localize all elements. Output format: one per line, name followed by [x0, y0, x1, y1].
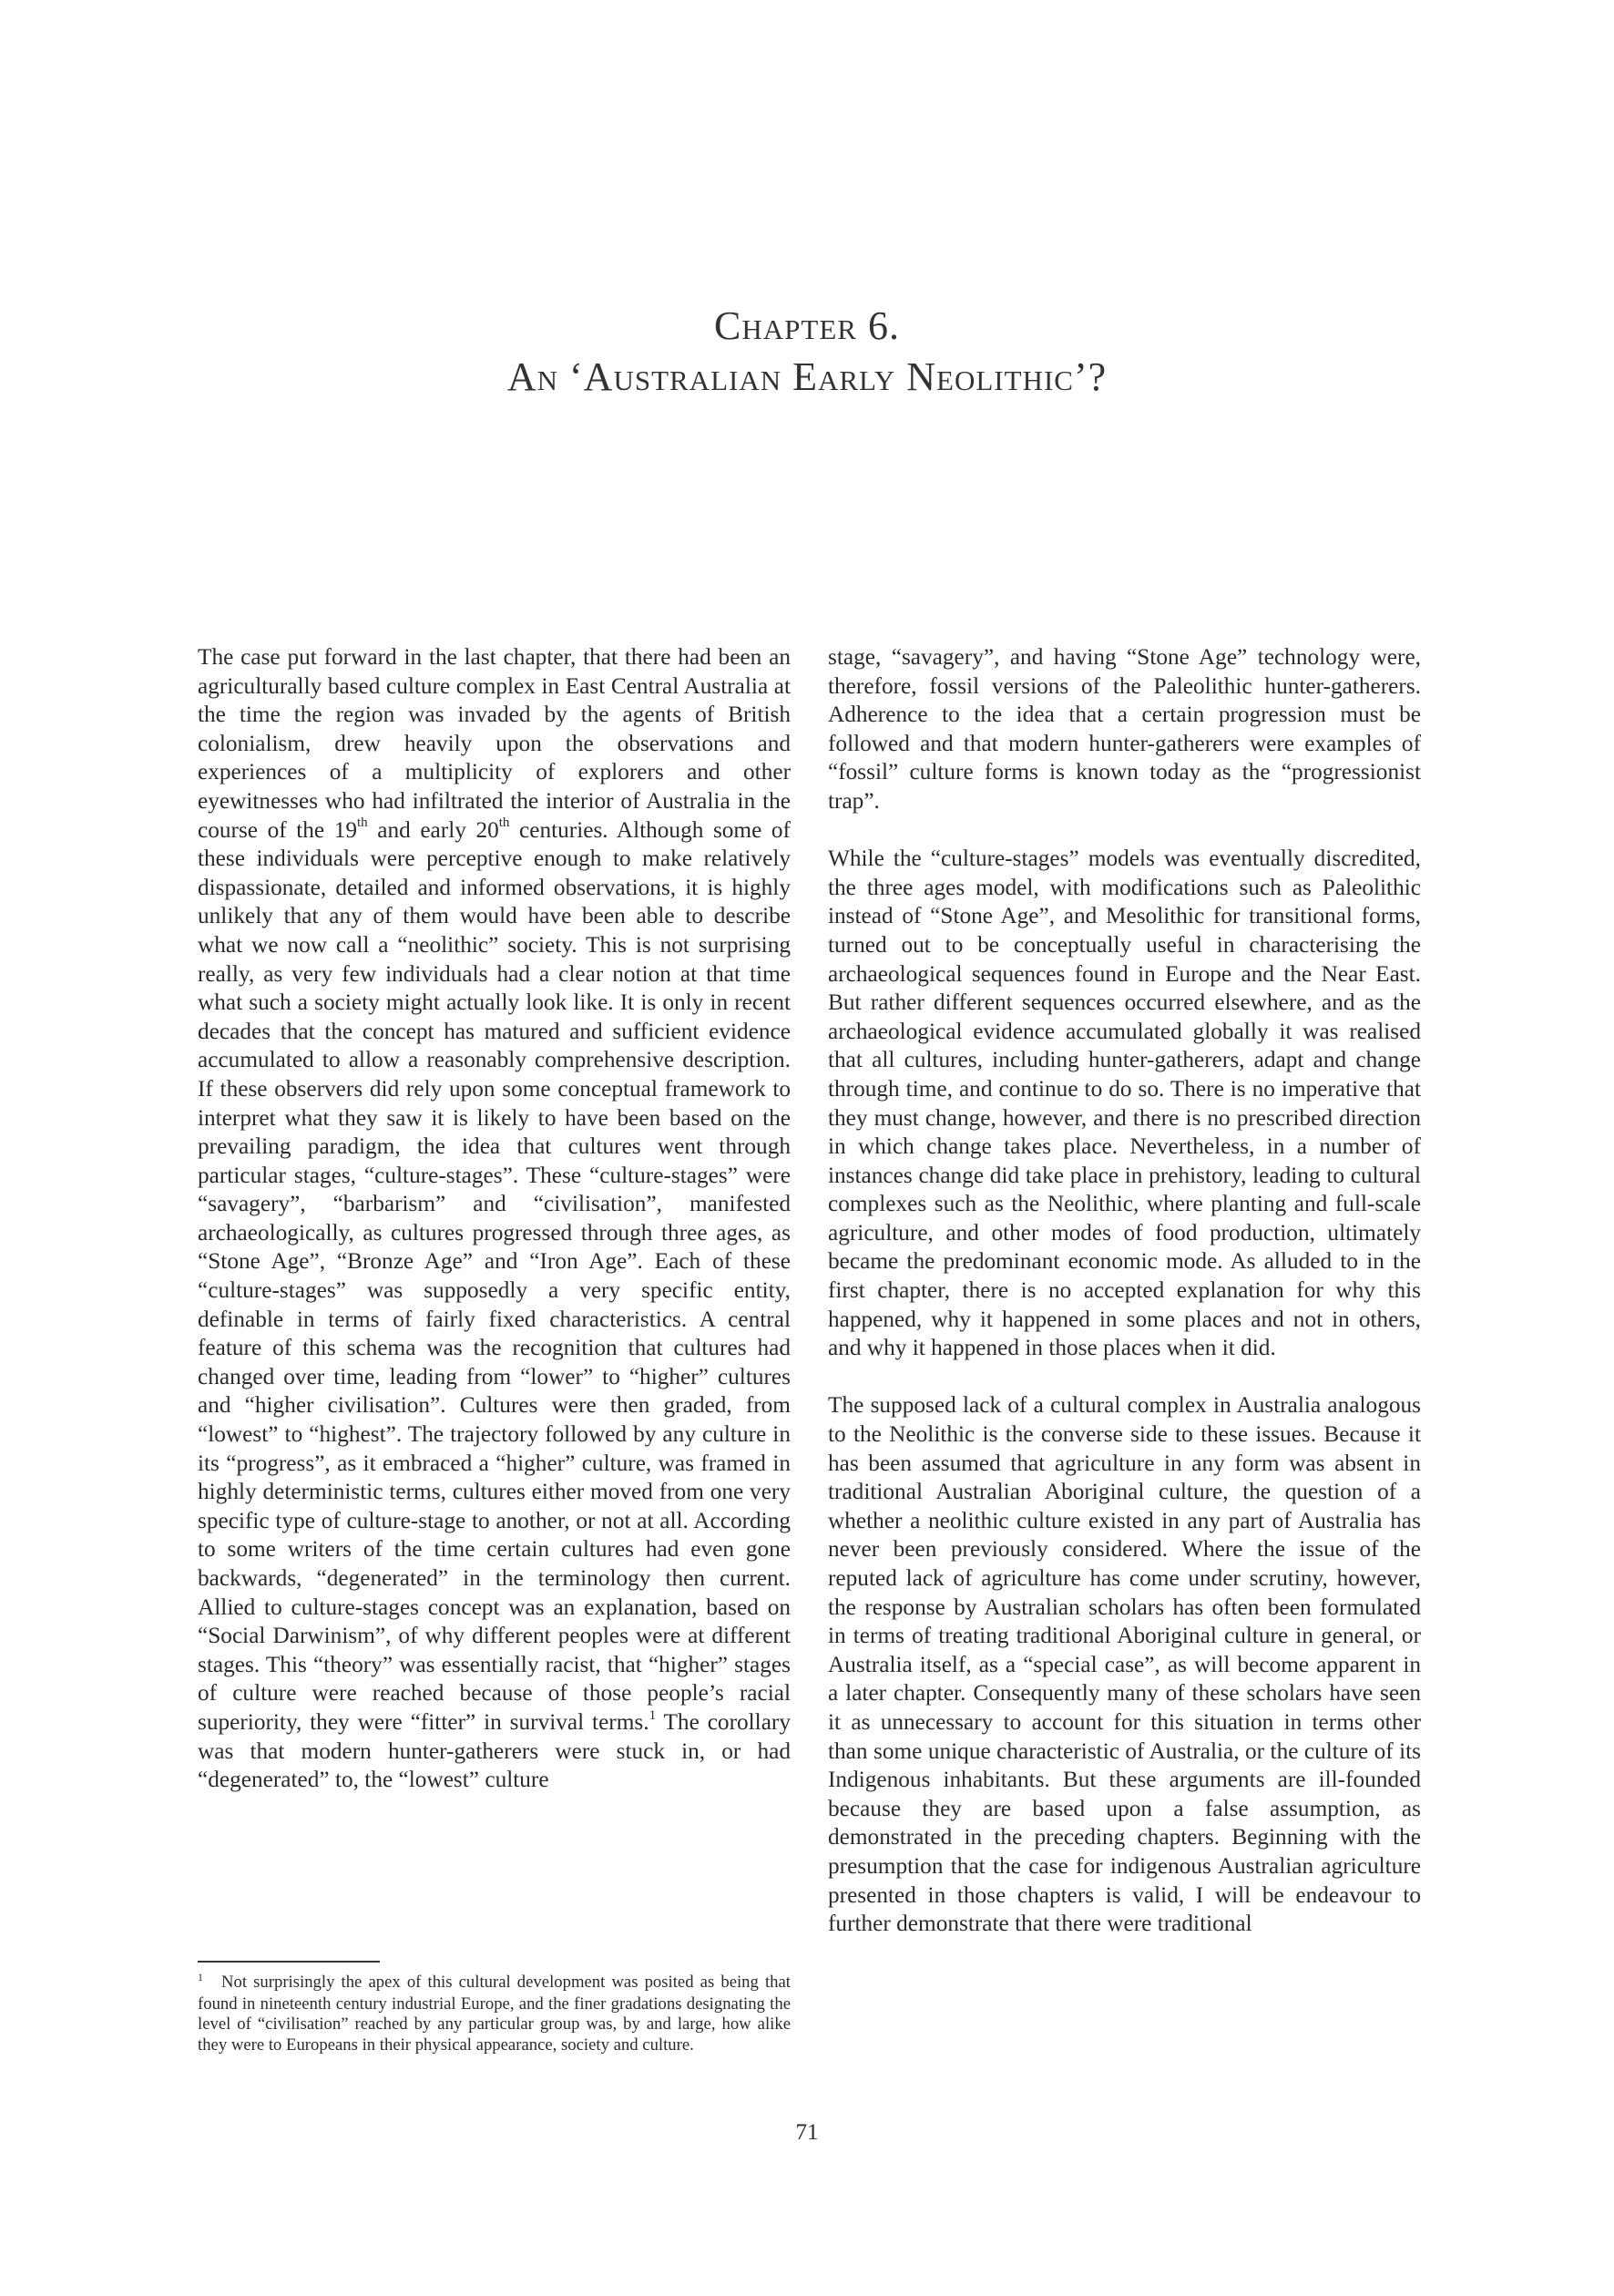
right-paragraph-3: The supposed lack of a cultural complex in Australia analogous to the Neolithic is the converse side to these issues. Because it has been assumed that agriculture in any form was absent in traditional Australian Aboriginal culture, the question of a whether a neolithic culture existed in any part of Australia has never been previously considered. Where the issue of the reputed lack of agriculture has come under scrutiny, however, the response by Australian scholars has often been formulated in terms of treating traditional Aboriginal culture in general, or Australia itself, as a “special case”, as will become apparent in a later chapter. Consequently many of these scholars have seen it as unnecessary to account for this situation in terms other than some unique characteristic of Australia, or the culture of its Indigenous inhabitants. But these arguments are ill-founded because they are based upon a false assumption, as demonstrated in the preceding chapters. Beginning with the presumption that the case for indigenous Australian agriculture presented in those chapters is valid, I will be endeavour to further demonstrate that there were traditional — [828, 1392, 1421, 1937]
left-text-c: centuries. Although some of these individuals were perceptive enough to make relatively dispassionate, detailed and informed observations, it is highly unlikely that any of them would have been able to describe what we now call a “neolithic” society. This is not surprising really, as very few individuals had a clear notion at that time what such a society might actually look like. It is only in recent decades that the concept has matured and sufficient evidence accumulated to allow a reasonably comprehensive description. If these observers did rely upon some conceptual framework to interpret what they saw it is likely to have been based on the prevailing paradigm, the idea that cultures went through particular stages, “culture-stages”. These “culture-stages” were “savagery”, “barbarism” and “civilisation”, manifested archaeologically, as cultures progressed through three ages, as “Stone Age”, “Bronze Age” and “Iron Age”. Each of these “culture-stages” was supposedly a very specific entity, definable in terms of fairly fixed characteristics. A central feature of this schema was the recognition that cultures had changed over time, leading from “lower” to “higher” cultures and “higher civilisation”. Cultures were then graded, from “lowest” to “highest”. The trajectory followed by any culture in its “progress”, as it embraced a “higher” culture, was framed in highly deterministic terms, cultures either moved from one very specific type of culture-stage to another, or not at all. According to some writers of the time certain cultures had even gone backwards, “degenerated” in the terminology then current. Allied to culture-stages concept was an explanation, based on “Social Darwinism”, of why different peoples were at different stages. This “theory” was essentially racist, that “higher” stages of culture were reached because of those people’s racial superiority, they were “fitter” in survival terms. — [198, 816, 791, 1735]
left-paragraph-1 — [198, 643, 791, 1795]
right-paragraph-1: stage, “savagery”, and having “Stone Age” technology were, therefore, fossil versions of the Paleolithic hunter-gatherers. Adherence to the idea that a certain progression must be followed and that modern hunter-gatherers were examples of “fossil” culture forms is known today as the “progressionist trap”. — [828, 644, 1421, 814]
footnote-reference[interactable]: 1 — [649, 1707, 657, 1723]
left-text-d: The corollary was that modern hunter-gatherers were stuck in, or had “degenerated” to, the “lowest” culture — [198, 1708, 791, 1793]
left-text-a: The case put forward in the last chapter, that there had been an agriculturally based culture complex in East Central Australia at the time the region was invaded by the agents of British colonialism, drew heavily upon the observations and experiences of a multiplicity of explorers and other eyewitnesses who had infiltrated the interior of Australia in the course of the 19 — [198, 644, 791, 843]
footnote-text: Not surprisingly the apex of this cultural development was posited as being that found in nineteenth century industrial Europe, and the finer gradations designating the level of “civilisation” reached by any particular group was, by and large, how alike they were to Europeans in their physical appearance, society and culture. — [198, 1973, 791, 2055]
footnote-divider — [198, 1961, 380, 1963]
superscript-th: th — [357, 815, 368, 831]
right-paragraph-2: While the “culture-stages” models was eventually discredited, the three ages model, with modifications such as Paleolithic instead of “Stone Age”, and Mesolithic for transitional forms, turned out to be conceptually useful in characterising the archaeological sequences found in Europe and the Near East. But rather different sequences occurred elsewhere, and as the archaeological evidence accumulated globally it was realised that all cultures, including hunter-gatherers, adapt and change through time, and continue to do so. There is no imperative that they must change, however, and there is no prescribed direction in which change takes place. Nevertheless, in a number of instances change did take place in prehistory, leading to cultural complexes such as the Neolithic, where planting and full-scale agriculture, and other modes of food production, ultimately became the predominant economic mode. As alluded to in the first chapter, there is no accepted explanation for why this happened, why it happened in some places and not in others, and why it happened in those places when it did. — [828, 846, 1421, 1361]
right-column — [828, 643, 1421, 1939]
footnote — [198, 1973, 791, 2055]
superscript-th: th — [498, 815, 510, 831]
left-text-b: and early 20 — [367, 816, 499, 843]
chapter-heading — [0, 301, 1614, 403]
chapter-number: Chapter 6. — [714, 303, 900, 348]
left-column — [198, 643, 791, 1795]
chapter-title: An ‘Australian Early Neolithic’? — [506, 354, 1108, 399]
page-number: 71 — [795, 2120, 819, 2145]
footnote-marker: 1 — [198, 1971, 203, 1983]
